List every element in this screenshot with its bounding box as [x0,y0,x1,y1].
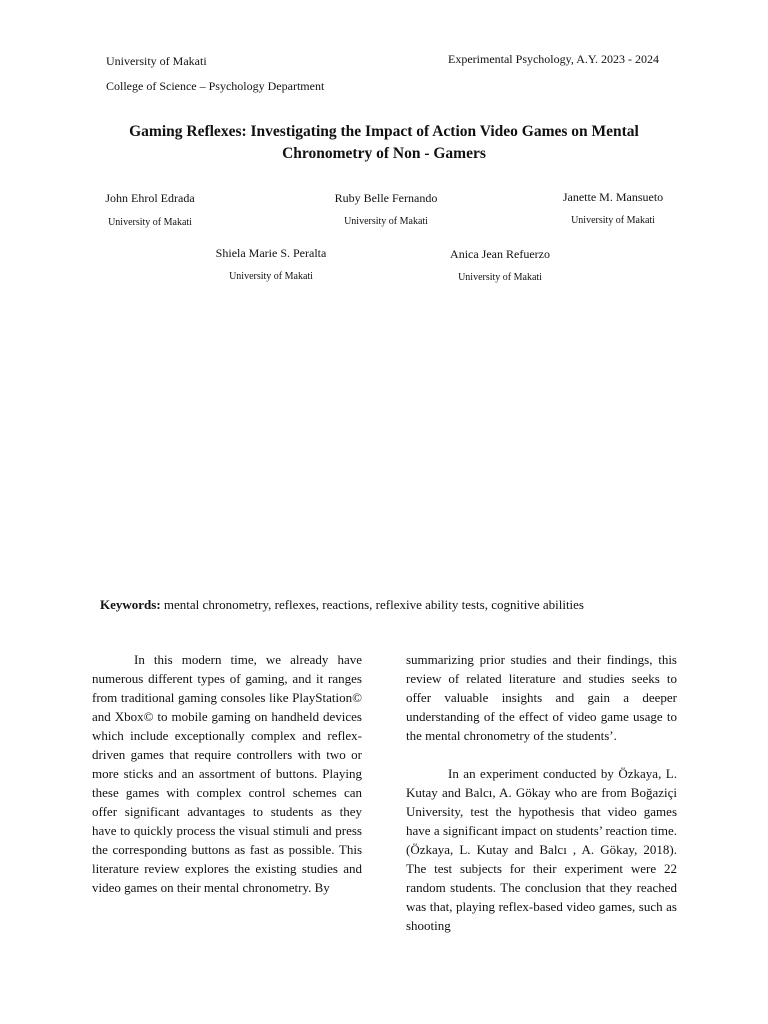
author-name: John Ehrol Edrada [105,191,195,205]
keywords-line [100,597,584,613]
keywords-label: Keywords: [100,597,161,612]
paper-title-line-2: Chronometry of Non - Gamers [282,145,486,162]
department-name: College of Science – Psychology Department [106,79,325,93]
author-affiliation: University of Makati [344,216,428,227]
body-column-right [406,650,677,935]
author-name: Shiela Marie S. Peralta [215,246,327,260]
keywords-text: mental chronometry, reflexes, reactions, reflexive ability tests, cognitive abilities [163,597,584,612]
body-paragraph: In this modern time, we already have numerous different types of gaming, and it ranges from traditional gaming consoles like PlayStation© and Xbox© to mobile gaming on handheld devices which include exceptionally complex and reflex-driven games that require controllers with two or more sticks and an assortment of buttons. Playing these games with complex control schemes can offer significant advantages to students as they have to quickly process the visual stimuli and press the corresponding buttons as fast as possible. This literature review explores the existing studies and video games on their mental chronometry. By [92,652,362,895]
author-affiliation: University of Makati [108,217,192,228]
author-name: Janette M. Mansueto [562,190,664,204]
paper-title-line-1: Gaming Reflexes: Investigating the Impact of Action Video Games on Mental [129,123,639,140]
body-paragraph: In an experiment conducted by Özkaya, L. Kutay and Balcı, A. Gökay who are from Boğaziçi University, test the hypothesis that video games have a significant impact on students’ reaction time. (Özkaya, L. Kutay and Balcı , A. Gökay, 2018). The test subjects for their experiment were 22 random students. The conclusion that they reached was that, playing reflex-based video games, such as shooting [406,766,677,933]
author-name: Ruby Belle Fernando [334,191,438,205]
institution-name: University of Makati [106,54,207,68]
body-paragraph: summarizing prior studies and their findings, this review of related literature and studies seeks to offer valuable insights and gain a deeper understanding of the effect of video game usage to the mental chronometry of the students’. [406,652,677,743]
author-affiliation: University of Makati [571,215,655,226]
body-column-left [92,650,362,897]
course-label: Experimental Psychology, A.Y. 2023 - 2024 [448,52,659,66]
author-affiliation: University of Makati [229,271,313,282]
paper-title [100,121,668,165]
author-name: Anica Jean Refuerzo [450,247,550,261]
author-affiliation: University of Makati [458,272,542,283]
